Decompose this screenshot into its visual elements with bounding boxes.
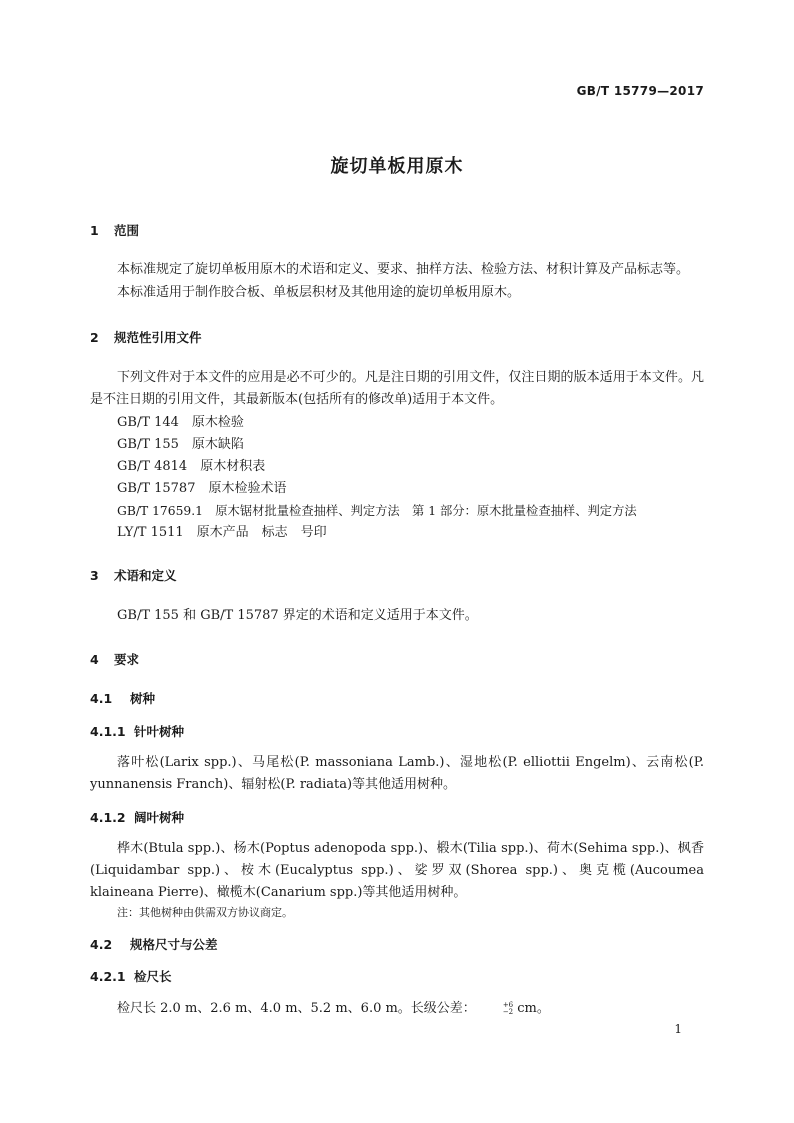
section-4-heading: 4 要求 [90,652,140,667]
reference-item: GB/T 17659.1 原木锯材批量检查抽样、判定方法 第 1 部分：原木批量检查抽样、判定方法 [117,504,637,518]
reference-item: GB/T 155 原木缺陷 [117,437,244,452]
section-2-heading: 2 规范性引用文件 [90,330,202,345]
conifer-species-text: 落叶松(Larix spp.)、马尾松(P. massoniana Lamb.)、湿地松(P. elliottii Engelm)、云南松(P. yunnanensis Franch)、辐射松(P. radiata)等其他适用树种。 [90,755,704,792]
reference-item: GB/T 15787 原木检验术语 [117,481,287,496]
length-grade-text: 检尺长 2.0 m、2.6 m、4.0 m、5.2 m、6.0 m。长级公差： +6 −2 cm。 [117,1000,550,1016]
section-3-heading: 3 术语和定义 [90,568,177,583]
section-1-paragraph-2: 本标准适用于制作胶合板、单板层积材及其他用途的旋切单板用原木。 [117,285,521,300]
page-number: 1 [674,1022,682,1036]
reference-item: GB/T 144 原木检验 [117,415,244,430]
section-2-paragraph: 下列文件对于本文件的应用是必不可少的。凡是注日期的引用文件，仅注日期的版本适用于本文件。凡是不注日期的引用文件，其最新版本(包括所有的修改单)适用于本文件。 [90,370,704,407]
section-4-1-1-heading: 4.1.1 针叶树种 [90,724,185,739]
section-4-2-heading: 4.2 规格尺寸与公差 [90,937,218,952]
section-3-paragraph: GB/T 155 和 GB/T 15787 界定的术语和定义适用于本文件。 [117,608,478,623]
length-tolerance: +6 −2 [502,1000,514,1016]
section-1-paragraph-1: 本标准规定了旋切单板用原木的术语和定义、要求、抽样方法、检验方法、材积计算及产品标志等。 [117,262,690,277]
reference-item: GB/T 4814 原木材积表 [117,459,266,474]
document-title: 旋切单板用原木 [330,156,464,177]
reference-item: LY/T 1511 原木产品 标志 号印 [117,525,327,540]
section-4-1-2-heading: 4.1.2 阔叶树种 [90,810,185,825]
broadleaf-species-text: 桦木(Btula spp.)、杨木(Poptus adenopoda spp.)、椴木(Tilia spp.)、荷木(Sehima spp.)、枫香(Liquidambar spp.)、桉木(Eucalyptus spp.)、娑罗双(Shorea spp.)、奥克榄(Aucoumea klaineana Pierre)、橄榄木(Canarium spp.)等其他适用树种。 [90,841,704,900]
standard-code: GB/T 15779—2017 [576,84,704,98]
section-4-1-heading: 4.1 树种 [90,691,156,706]
section-4-2-1-heading: 4.2.1 检尺长 [90,969,172,984]
section-1-heading: 1 范围 [90,223,140,238]
species-note: 注：其他树种由供需双方协议商定。 [117,906,293,919]
